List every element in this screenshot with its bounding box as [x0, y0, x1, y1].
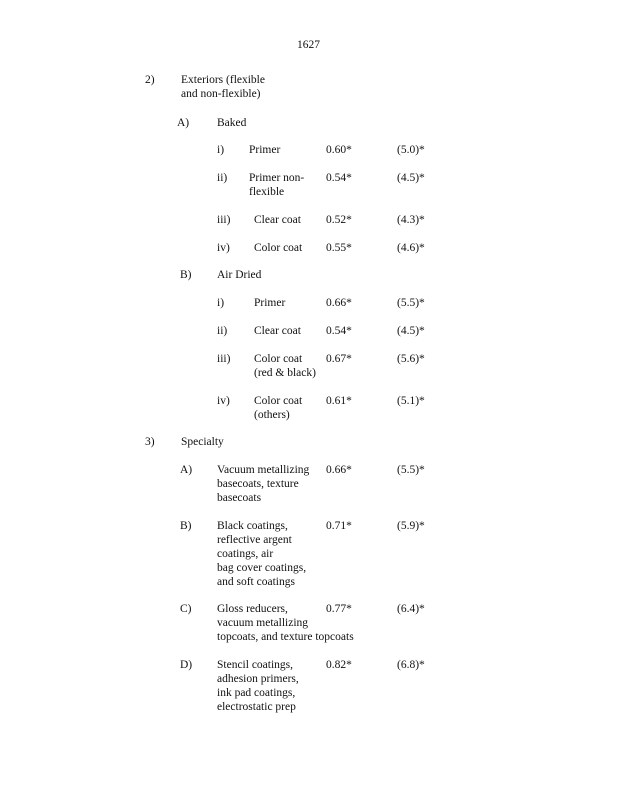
- item-3d-label: Stencil coatings, adhesion primers, ink pad coatings, electrostatic prep: [217, 659, 299, 713]
- item-3b-label: Black coatings, reflective argent coatings, air bag cover coatings, and soft coatings: [217, 520, 307, 588]
- item-2b-ii-number: ii): [217, 325, 228, 337]
- item-3c-letter: C): [180, 603, 192, 615]
- item-2a-i-value: 0.60*: [326, 144, 352, 156]
- item-2b-i-number: i): [217, 297, 225, 309]
- page-number: 1627: [297, 39, 320, 51]
- item-3c-label: Gloss reducers, vacuum metallizing topcoats, and texture topcoats: [217, 603, 354, 643]
- item-3d-value: 0.82*: [326, 659, 352, 671]
- item-2a-iii-value-alt: (4.3)*: [397, 214, 425, 226]
- item-2b-iv-value: 0.61*: [326, 395, 352, 407]
- item-3c-value-alt: (6.4)*: [397, 603, 425, 615]
- section-3-number: 3): [145, 436, 155, 448]
- section-3-title: Specialty: [181, 436, 224, 448]
- item-3a-value-alt: (5.5)*: [397, 464, 425, 476]
- item-2b-iv-number: iv): [217, 395, 230, 407]
- item-3d-letter: D): [180, 659, 193, 671]
- subsection-2a-letter: A): [177, 117, 190, 129]
- item-2b-iii-label: Color coat (red & black): [254, 353, 316, 379]
- item-2b-ii-value: 0.54*: [326, 325, 352, 337]
- item-2a-ii-value: 0.54*: [326, 172, 352, 184]
- item-2a-iv-value-alt: (4.6)*: [397, 242, 425, 254]
- item-2a-iii-value: 0.52*: [326, 214, 352, 226]
- item-2a-iv-value: 0.55*: [326, 242, 352, 254]
- item-3b-letter: B): [180, 520, 192, 532]
- subsection-2a-title: Baked: [217, 117, 247, 129]
- item-2b-iii-number: iii): [217, 353, 231, 365]
- item-3b-value: 0.71*: [326, 520, 352, 532]
- item-2a-iii-label: Clear coat: [254, 214, 301, 226]
- item-2b-iv-value-alt: (5.1)*: [397, 395, 425, 407]
- item-2a-i-value-alt: (5.0)*: [397, 144, 425, 156]
- item-3d-value-alt: (6.8)*: [397, 659, 425, 671]
- item-2b-i-label: Primer: [254, 297, 286, 309]
- item-2a-iv-label: Color coat: [254, 242, 303, 254]
- item-2b-ii-label: Clear coat: [254, 325, 301, 337]
- subsection-2b-title: Air Dried: [217, 269, 262, 281]
- item-3a-label: Vacuum metallizing basecoats, texture basecoats: [217, 464, 310, 504]
- item-2a-iv-number: iv): [217, 242, 230, 254]
- item-2a-i-number: i): [217, 144, 225, 156]
- item-2b-iii-value-alt: (5.6)*: [397, 353, 425, 365]
- section-2-number: 2): [145, 74, 155, 86]
- item-2a-i-label: Primer: [249, 144, 281, 156]
- item-3a-value: 0.66*: [326, 464, 352, 476]
- item-2a-ii-value-alt: (4.5)*: [397, 172, 425, 184]
- item-2b-iii-value: 0.67*: [326, 353, 352, 365]
- item-2a-ii-label: Primer non- flexible: [249, 172, 305, 198]
- item-3a-letter: A): [180, 464, 193, 476]
- item-2a-iii-number: iii): [217, 214, 231, 226]
- item-3b-value-alt: (5.9)*: [397, 520, 425, 532]
- item-3c-value: 0.77*: [326, 603, 352, 615]
- subsection-2b-letter: B): [180, 269, 192, 281]
- item-2b-iv-label: Color coat (others): [254, 395, 303, 421]
- item-2b-i-value: 0.66*: [326, 297, 352, 309]
- section-2-title: Exteriors (flexible and non-flexible): [181, 74, 265, 100]
- item-2a-ii-number: ii): [217, 172, 228, 184]
- item-2b-i-value-alt: (5.5)*: [397, 297, 425, 309]
- item-2b-ii-value-alt: (4.5)*: [397, 325, 425, 337]
